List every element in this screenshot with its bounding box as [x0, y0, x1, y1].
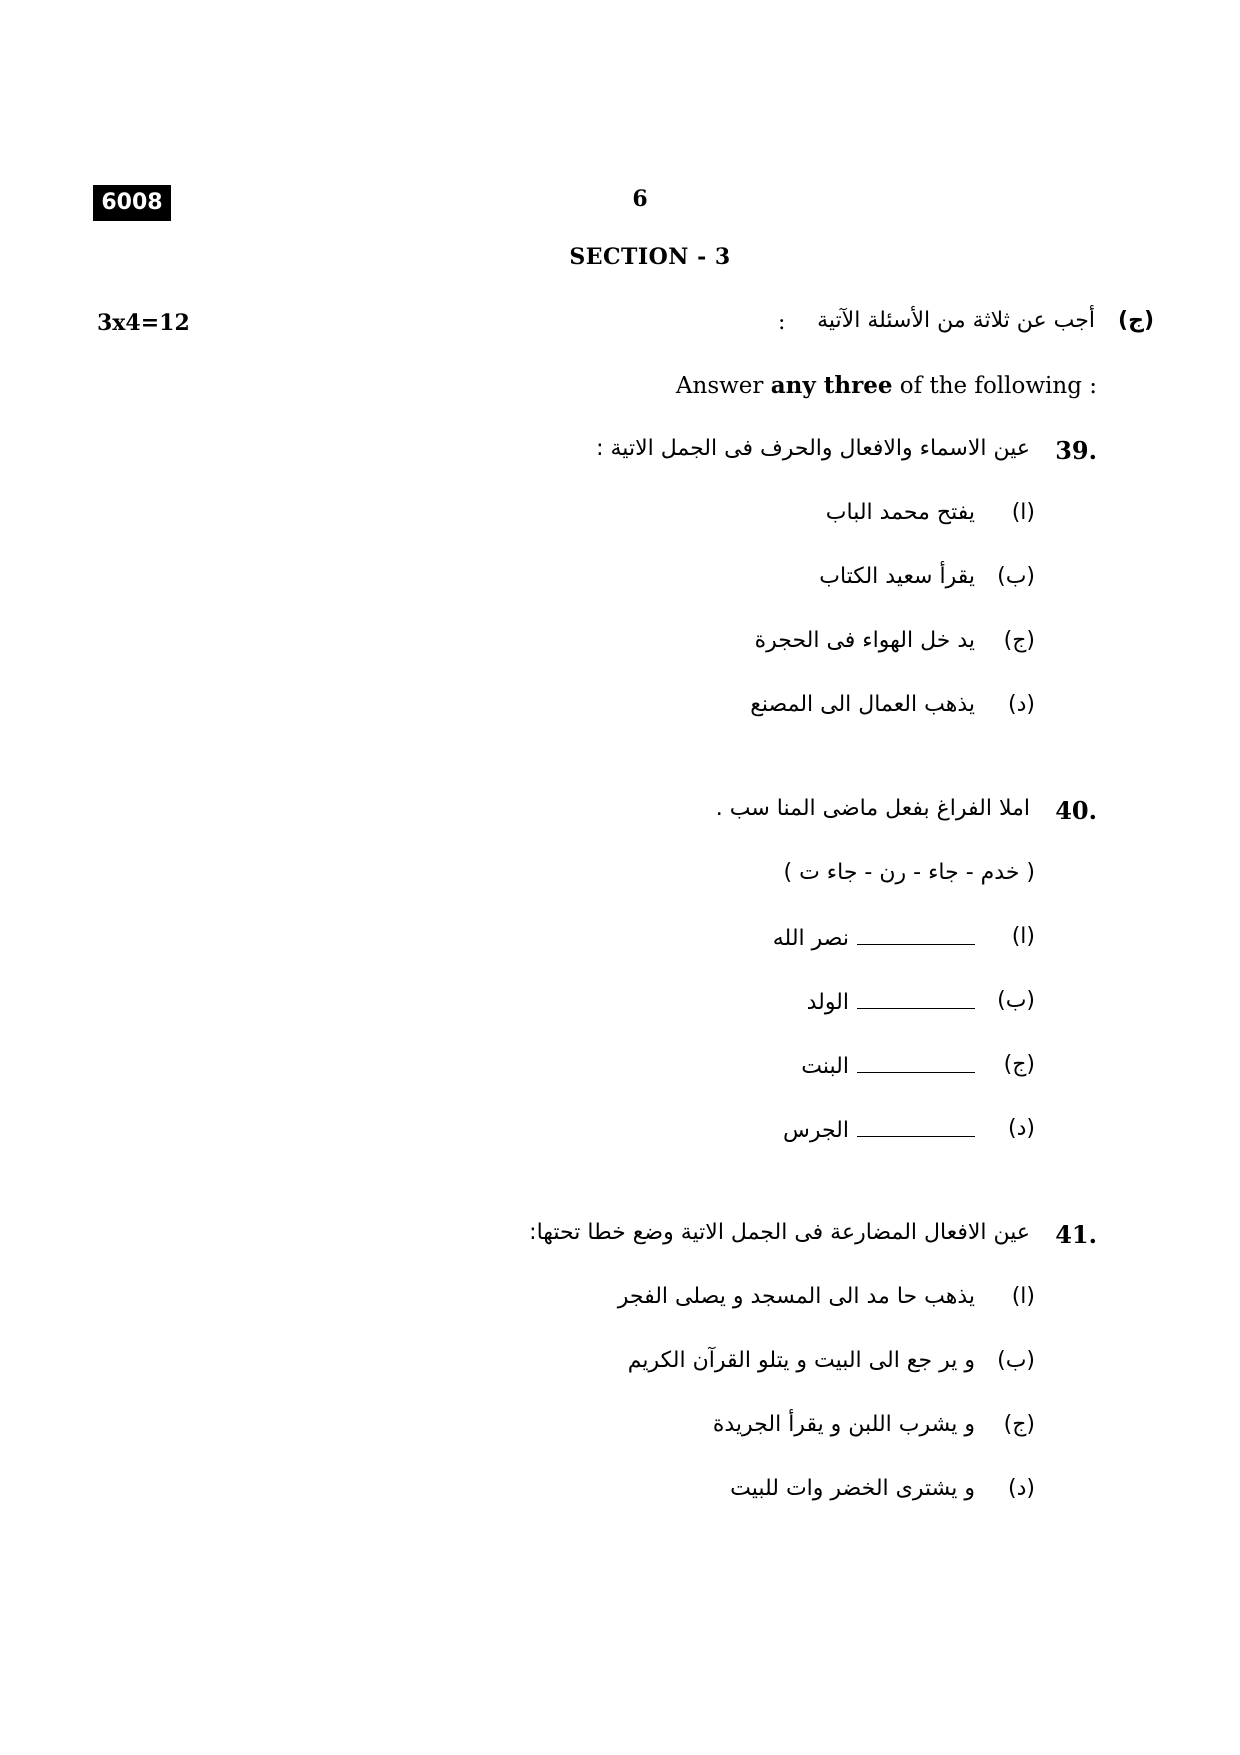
q40-item-b-row — [807, 988, 975, 1015]
question-40-number: 40. — [1055, 796, 1097, 825]
section-title: SECTION - 3 — [569, 244, 731, 270]
instruction-colon: : — [778, 310, 786, 335]
q39-item-d-text: يذهب العمال الى المصنع — [750, 692, 975, 717]
question-39-text: عين الاسماء والافعال والحرف فى الجمل الاتية : — [596, 436, 1030, 461]
q40-item-b-marker: (ب) — [997, 988, 1035, 1013]
question-40-text: املا الفراغ بفعل ماضى المنا سب . — [715, 796, 1030, 821]
marks-allocation: 3x4=12 — [97, 310, 190, 336]
q40-item-d-row — [783, 1116, 975, 1143]
q40-item-d-text: الجرس — [782, 1118, 849, 1143]
q41-item-c-text: و يشرب اللبن و يقرأ الجريدة — [712, 1412, 975, 1437]
answer-blank[interactable] — [857, 988, 975, 1009]
question-39-number: 39. — [1055, 436, 1097, 465]
answer-blank[interactable] — [857, 1116, 975, 1137]
question-41-number: 41. — [1055, 1220, 1097, 1249]
q40-item-c-text: البنت — [801, 1054, 849, 1079]
q39-item-d-marker: (د) — [1008, 692, 1035, 717]
q40-item-a-marker: (ا) — [1011, 924, 1035, 949]
q39-item-b-marker: (ب) — [997, 564, 1035, 589]
paper-code-badge: 6008 — [93, 185, 171, 221]
q41-item-a-marker: (ا) — [1011, 1284, 1035, 1309]
q40-item-a-text: نصر الله — [772, 926, 849, 951]
q39-item-c-marker: (ج) — [1003, 628, 1035, 653]
q41-item-d-marker: (د) — [1008, 1476, 1035, 1501]
question-41-text: عين الافعال المضارعة فى الجمل الاتية وضع خطا تحتها: — [529, 1220, 1030, 1245]
q41-item-a-text: يذهب حا مد الى المسجد و يصلى الفجر — [617, 1284, 975, 1309]
answer-blank[interactable] — [857, 1052, 975, 1073]
instruction-marker: (ج) — [1118, 308, 1154, 333]
instruction-english — [676, 372, 1097, 399]
q40-item-d-marker: (د) — [1008, 1116, 1035, 1141]
q41-item-b-text: و ير جع الى البيت و يتلو القرآن الكريم — [627, 1348, 975, 1373]
q40-item-c-marker: (ج) — [1003, 1052, 1035, 1077]
q41-item-d-text: و يشترى الخضر وات للبيت — [730, 1476, 975, 1501]
page-number: 6 — [632, 186, 648, 212]
q39-item-c-text: يد خل الهواء فى الحجرة — [754, 628, 975, 653]
q40-item-a-row — [773, 924, 975, 951]
q39-item-b-text: يقرأ سعيد الكتاب — [819, 564, 975, 589]
instruction-english-bold: any three — [770, 372, 893, 399]
q40-item-c-row — [801, 1052, 975, 1079]
q39-item-a-marker: (ا) — [1011, 500, 1035, 525]
instruction-english-post: of the following : — [899, 373, 1097, 399]
answer-blank[interactable] — [857, 924, 975, 945]
q41-item-c-marker: (ج) — [1003, 1412, 1035, 1437]
instruction-english-pre: Answer — [675, 373, 764, 399]
q40-item-b-text: الولد — [806, 990, 849, 1015]
instruction-arabic: أجب عن ثلاثة من الأسئلة الآتية — [817, 308, 1095, 333]
q39-item-a-text: يفتح محمد الباب — [825, 500, 975, 525]
q41-item-b-marker: (ب) — [997, 1348, 1035, 1373]
q40-word-options: ( خدم - جاء - رن - جاء ت ) — [783, 860, 1035, 885]
